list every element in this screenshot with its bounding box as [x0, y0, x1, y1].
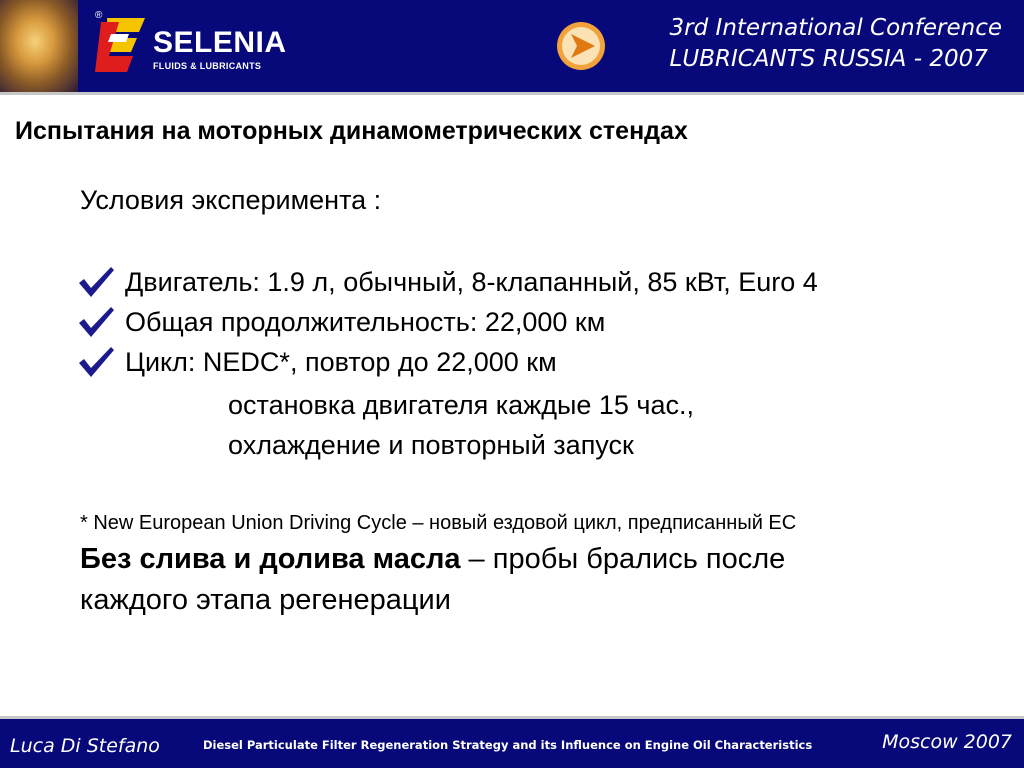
footer-author: Luca Di Stefano	[10, 735, 160, 757]
checkmark-icon	[76, 265, 116, 299]
footer-bar	[0, 719, 1024, 768]
footer-description: Diesel Particulate Filter Regeneration Strategy and its Influence on Engine Oil Characteristics	[203, 738, 813, 752]
checkmark-icon	[76, 305, 116, 339]
sampling-note-line2: каждого этапа регенерации	[80, 584, 451, 616]
brand-tagline: FLUIDS & LUBRICANTS	[153, 61, 262, 71]
nedc-footnote: * New European Union Driving Cycle – новый ездовой цикл, предписанный ЕС	[80, 512, 797, 534]
selenia-logo-icon	[93, 12, 149, 78]
registered-mark: ®	[95, 10, 103, 21]
conditions-checklist	[76, 265, 1016, 385]
cycle-detail-line: остановка двигателя каждые 15 час.,	[228, 390, 694, 420]
brand-name: SELENIA	[153, 26, 287, 59]
checklist-item-text: Двигатель: 1.9 л, обычный, 8-клапанный, 85 кВт, Euro 4	[125, 267, 818, 297]
header-photo-image	[0, 0, 78, 92]
conference-emblem-icon	[555, 20, 607, 72]
sampling-note	[80, 543, 785, 576]
checklist-item	[76, 305, 1016, 345]
checklist-item-text: Цикл: NEDC*, повтор до 22,000 км	[125, 347, 557, 377]
selenia-logo	[93, 10, 287, 78]
checklist-item	[76, 265, 1016, 305]
conference-title-line2: LUBRICANTS RUSSIA - 2007	[669, 46, 988, 72]
slide-subtitle: Условия эксперимента :	[80, 185, 382, 215]
conference-title	[670, 13, 1002, 75]
footer-place: Moscow 2007	[882, 731, 1012, 753]
cycle-detail-line: охлаждение и повторный запуск	[228, 430, 634, 460]
checklist-item	[76, 345, 1016, 385]
conference-title-line1: 3rd International Conference	[669, 15, 1002, 41]
checkmark-icon	[76, 345, 116, 379]
header-bar	[0, 0, 1024, 92]
sampling-note-bold: Без слива и долива масла	[80, 543, 461, 575]
checklist-item-text: Общая продолжительность: 22,000 км	[125, 307, 606, 337]
slide-title: Испытания на моторных динамометрических стендах	[15, 117, 688, 145]
header-divider	[0, 92, 1024, 95]
sampling-note-rest: – пробы брались после	[460, 543, 786, 575]
